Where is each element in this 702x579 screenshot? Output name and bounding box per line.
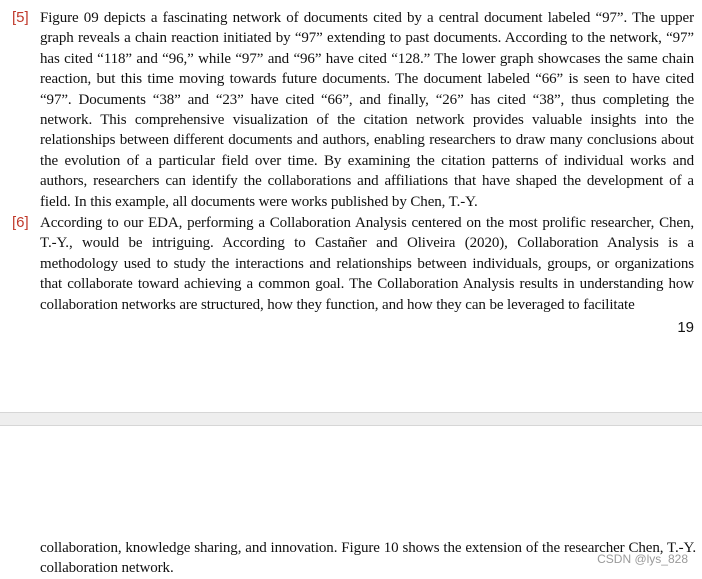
paragraph-6: According to our EDA, performing a Collaboration Analysis centered on the most prolific researcher, Chen, T.-Y., would be intriguing. According to Castañer and Oliveira (2020), Collaboration Analysis is a methodology used to study the interactions and relationships between individuals, groups, or organizations that collaborate toward achieving a common goal. The Collaboration Analysis results in understanding how collaboration networks are structured, how they function, and how they can be leveraged to facilitate xyxy=(40,215,694,313)
watermark: CSDN @lys_828 xyxy=(597,552,688,566)
paragraph-5: Figure 09 depicts a fascinating network of documents cited by a central document labeled “97”. The upper graph reveals a chain reaction initiated by “97” extending to past documents. According to the network, “97” has cited “118” and “96,” while “97” and “96” have cited “128.” The lower graph showcases the same chain reaction, but this time moving towards future documents. The document labeled “66” is seen to have cited “97”. Documents “38” and “23” have cited “66”, and finally, “26” has cited “38”, thus completing the network. This comprehensive visualization of the citation network provides valuable insights into the relationships between different documents and authors, enabling researchers to draw many conclusions about the evolution of a particular field over time. By examining the citation patterns of individual works and authors, researchers can identify the collaborations and affiliations that have shaped the development of a field. In this example, all documents were works published by Chen, T.-Y. xyxy=(40,10,694,210)
page-number: 19 xyxy=(677,319,694,336)
page-separator xyxy=(0,412,702,426)
paragraph-6-continued: collaboration, knowledge sharing, and innovation. Figure 10 shows the extension of the researcher Chen, T.-Y. collaboration network. xyxy=(40,540,696,577)
paragraph-marker-6: [6] xyxy=(12,214,29,231)
paragraph-marker-5: [5] xyxy=(12,9,29,26)
